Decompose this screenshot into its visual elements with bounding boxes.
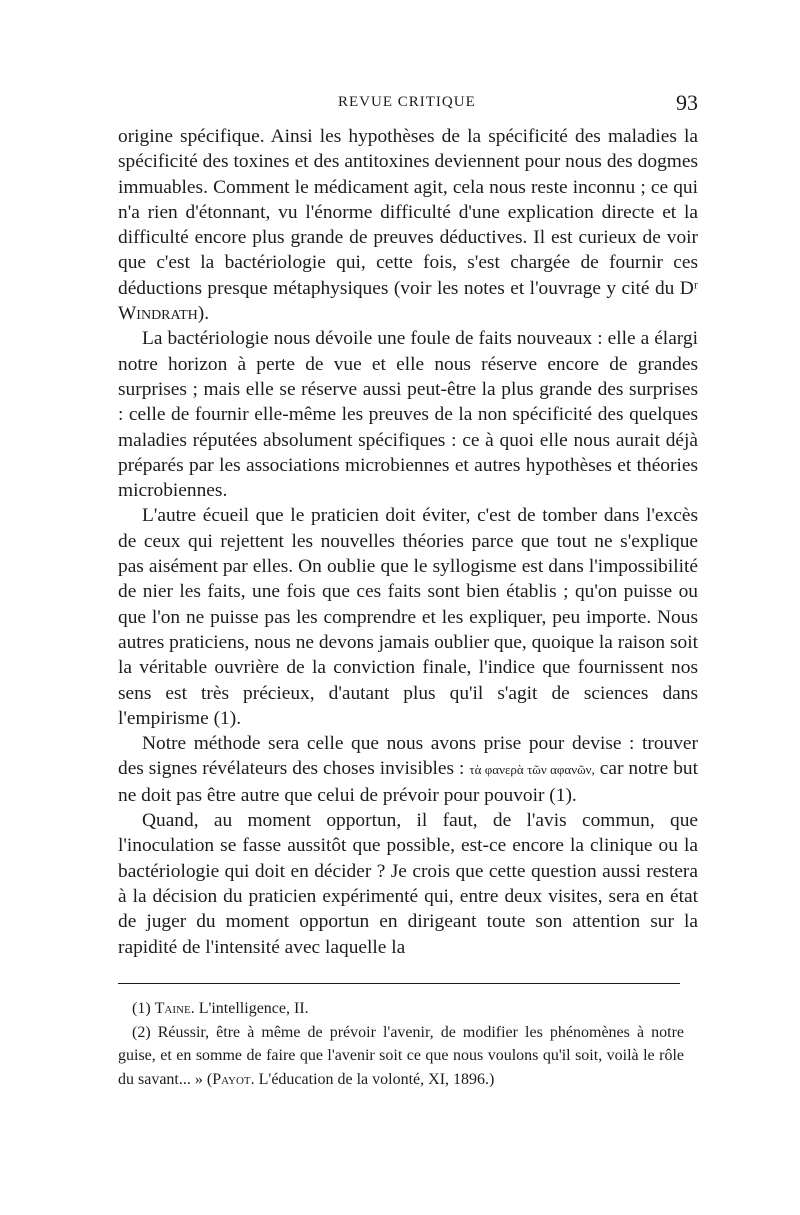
paragraph-4-start: Notre méthode sera celle que nous avons prise pour devise : trouver des signes révélateurs des choses invisibles :: [118, 733, 698, 780]
footnote-1: [118, 997, 684, 1021]
footnote-2-end: . L'éducation de la volonté, XI, 1896.): [250, 1070, 495, 1088]
footnote-1-marker: (1): [132, 1000, 151, 1017]
paragraph-2: La bactériologie nous dévoile une foule de faits nouveaux : elle a élargi notre horizon à perte de vue et elle nous réserve encore de grandes surprises ; mais elle se réserve aussi peut-être la plus grande des surprises : celle de fournir elle-même les preuves de la non spécificité des quelques maladies réputées absolument spécifiques : ce à quoi elle nous aurait déjà préparés par les associations microbiennes et autres hypothèses et théories microbiennes.: [118, 328, 698, 502]
paragraph-1-text: origine spécifique. Ainsi les hypothèses de la spécificité des maladies la spécificité des toxines et des antitoxines deviennent pour nous des dogmes immuables. Comment le médicament agit, cela nous reste inconnu ; ce qui n'a rien d'étonnant, vu l'énorme difficulté d'une explication directe et la difficulté encore plus grande de preuves déductives. Il est curieux de voir que c'est la bactériologie qui, cette fois, s'est chargée de fournir ces déductions presque métaphysiques (voir les notes et l'ouvrage y cité du Dʳ: [118, 126, 698, 299]
greek-quote: τὰ φανερὰ τῶν αφανῶν,: [469, 762, 595, 778]
running-title: REVUE CRITIQUE: [338, 94, 476, 110]
footnote-2-text: (2) Réussir, être à même de prévoir l'avenir, de modifier les phénomènes à notre guise, et en somme de faire que l'avenir soit ce que nous voulons qu'il soit, voilà le rôle du savant... » (: [118, 1023, 684, 1088]
footnote-rule: [118, 983, 680, 984]
author-windrath: Windrath: [118, 303, 198, 325]
running-head: [118, 90, 698, 120]
paragraph-4-end: car notre but ne doit pas être autre que celui de prévoir pour pouvoir (1).: [118, 758, 698, 806]
paragraph-3: L'autre écueil que le praticien doit éviter, c'est de tomber dans l'excès de ceux qui rejettent les nouvelles théories parce que tout ne s'explique pas aisément par elles. On oublie que le syllogisme est dans l'impossibilité de nier les faits, une fois que ces faits sont bien établis ; qu'on puisse ou que l'on ne puisse pas les comprendre et les expliquer, peu importe. Nous autres praticiens, nous ne devons jamais oublier que, quoique la raison soit la véritable ouvrière de la conviction finale, l'indice que fournissent nos sens est très précieux, d'autant plus qu'il s'agit de sciences dans l'empirisme (1).: [118, 505, 698, 729]
paragraph-4: [118, 731, 698, 808]
page-number: 93: [676, 90, 698, 115]
footnote-1-author: Taine: [154, 1000, 191, 1017]
paragraph-5: Quand, au moment opportun, il faut, de l'avis commun, que l'inoculation se fasse aussitôt que possible, est-ce encore la clinique ou la bactériologie qui doit en décider ? Je crois que cette question aussi restera à la décision du praticien expérimenté qui, entre deux visites, sera en état de juger du moment opportun en dirigeant toute son attention sur la rapidité de l'intensité avec laquelle la: [118, 810, 698, 958]
footnote-1-text: . L'intelligence, II.: [190, 1000, 309, 1017]
footnotes: [118, 997, 684, 1091]
body-text: [118, 124, 698, 960]
paragraph-1: [118, 124, 698, 326]
footnote-2-author: Payot: [212, 1070, 251, 1088]
paragraph-1-end: ).: [197, 303, 210, 325]
footnote-2: [118, 1021, 684, 1092]
